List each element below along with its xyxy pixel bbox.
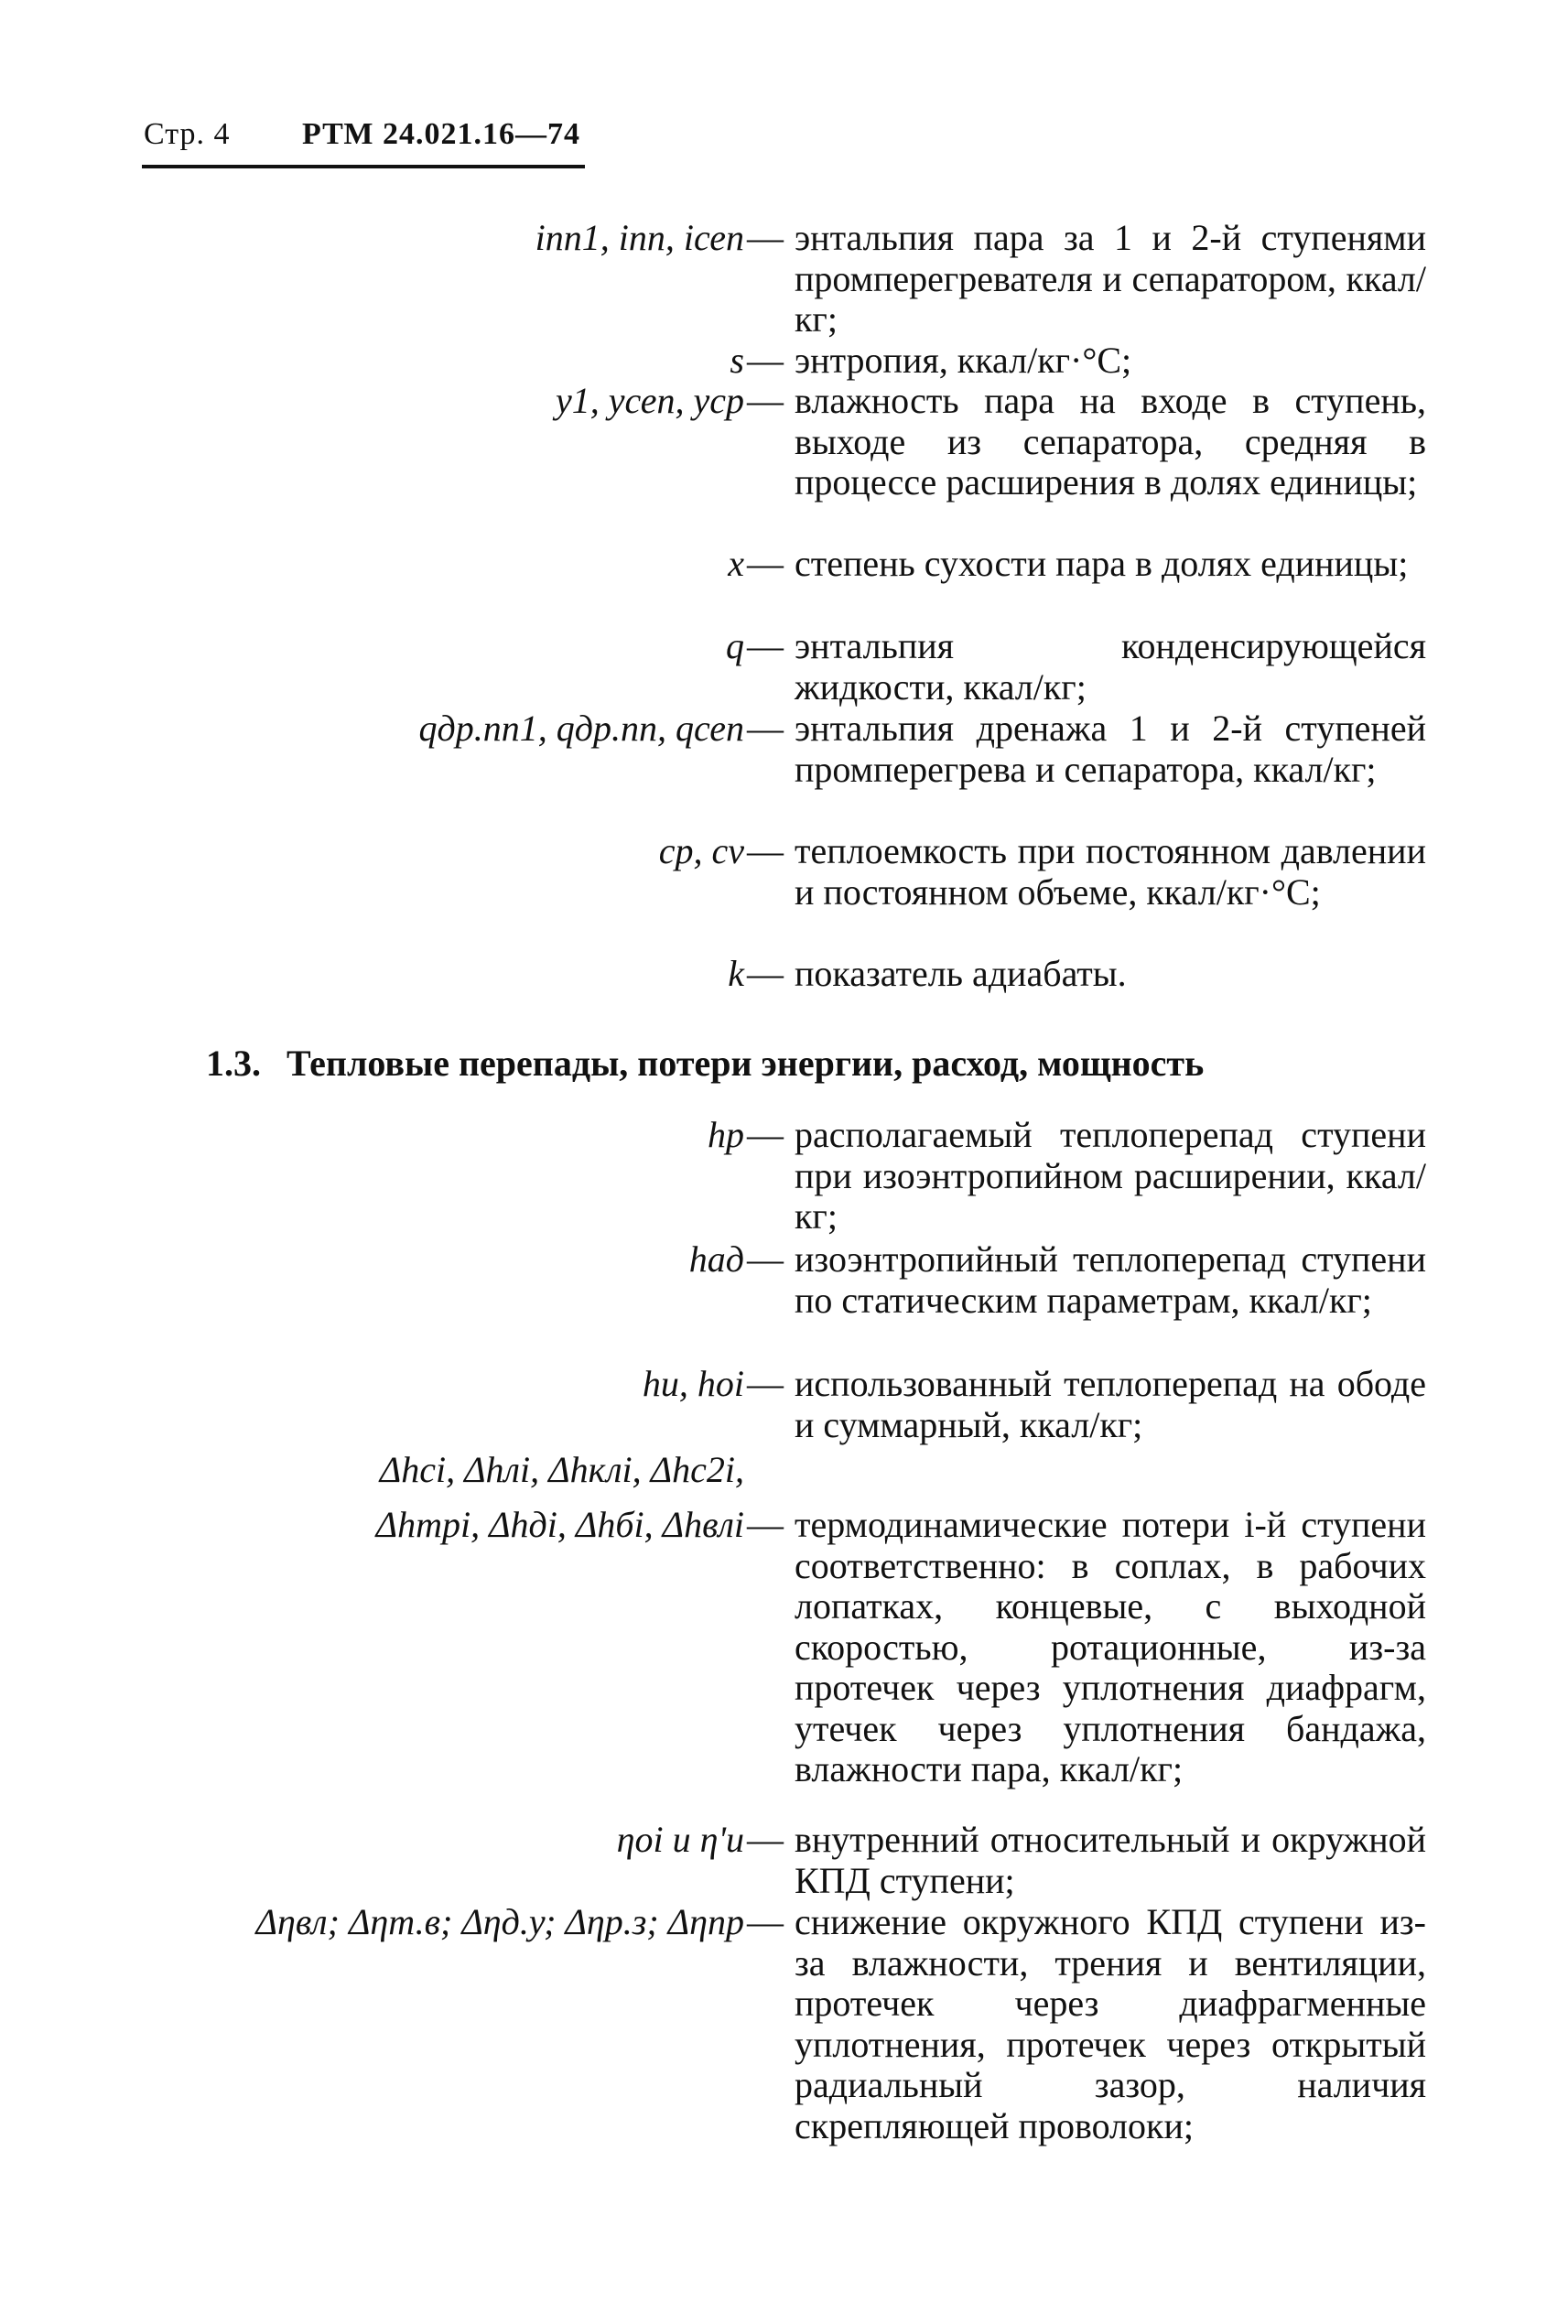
definition-dash: —	[747, 543, 784, 584]
definition-symbol: x	[728, 543, 744, 584]
definition-dash: —	[747, 340, 784, 381]
definition-text: влажность пара на входе в ступень, выходе из сепаратора, средняя в процессе расширения в долях единицы;	[795, 380, 1426, 503]
definition-text: термодинамические потери i-й ступени соответственно: в соплах, в рабочих лопатках, концевые, с выходной скоростью, ротационные, из-за протечек через уплотнения диафрагм, утечек через уплотнения бандажа, влажности пара, ккал/кг;	[795, 1504, 1426, 1789]
definition-symbol: hад	[688, 1238, 744, 1280]
definition-symbol: q	[726, 625, 744, 666]
definition-symbol: Δhci, Δhлi, Δhклi, Δhc2i,	[379, 1449, 744, 1490]
document-code: РТМ 24.021.16—74	[302, 117, 581, 151]
definition-symbol: y1, yсеп, yср	[556, 380, 744, 421]
definition-text: энтальпия пара за 1 и 2-й ступенями промперегревателя и сепаратором, ккал/кг;	[795, 217, 1426, 340]
definition-text: энтропия, ккал/кг·°С;	[795, 340, 1132, 381]
definition-text: степень сухости пара в долях единицы;	[795, 543, 1409, 584]
definition-dash: —	[747, 1114, 784, 1155]
definition-symbol: hu, hoi	[642, 1363, 744, 1404]
definition-text: изоэнтропийный теплоперепад ступени по статическим параметрам, ккал/кг;	[795, 1238, 1426, 1321]
definition-symbol: iпп1, iпп, iсеп	[535, 217, 744, 258]
definition-dash: —	[747, 1901, 784, 1942]
definition-symbol: qдр.пп1, qдр.пп, qсеп	[418, 708, 744, 749]
definition-text: энтальпия дренажа 1 и 2-й ступеней промперегрева и сепаратора, ккал/кг;	[795, 708, 1426, 790]
definition-symbol: k	[728, 953, 744, 994]
section-heading	[206, 1042, 1204, 1085]
definition-text: показатель адиабаты.	[795, 953, 1127, 994]
definition-dash: —	[747, 830, 784, 871]
definition-dash: —	[747, 953, 784, 994]
page-number: Стр. 4	[144, 117, 231, 151]
definition-symbol: cp, cv	[658, 830, 744, 871]
definition-dash: —	[747, 708, 784, 749]
definition-dash: —	[747, 380, 784, 421]
header-rule	[142, 165, 585, 168]
definition-symbol: ηoi и η'u	[616, 1819, 744, 1860]
definition-text: располагаемый теплоперепад ступени при изоэнтропийном расширении, ккал/кг;	[795, 1114, 1426, 1237]
definition-dash: —	[747, 1504, 784, 1545]
definition-symbol: Δhтрi, Δhдi, Δhбi, Δhвлi	[375, 1504, 744, 1545]
section-number: 1.3.	[206, 1043, 261, 1084]
definition-text: энтальпия конденсирующейся жидкости, ккал/кг;	[795, 625, 1426, 708]
definition-symbol: s	[730, 340, 744, 381]
definition-symbol: hр	[708, 1114, 744, 1155]
definition-dash: —	[747, 1819, 784, 1860]
definition-text: внутренний относительный и окружной КПД ступени;	[795, 1819, 1426, 1901]
page-header	[142, 117, 581, 172]
definition-dash: —	[747, 217, 784, 258]
definition-text: теплоемкость при постоянном давлении и постоянном объеме, ккал/кг·°С;	[795, 830, 1426, 913]
definition-dash: —	[747, 1238, 784, 1280]
section-title: Тепловые перепады, потери энергии, расход, мощность	[287, 1043, 1205, 1084]
definition-dash: —	[747, 1363, 784, 1404]
definition-dash: —	[747, 625, 784, 666]
definition-text: использованный теплоперепад на ободе и суммарный, ккал/кг;	[795, 1363, 1426, 1445]
definition-symbol: Δηвл; Δηт.в; Δηд.у; Δηр.з; Δηпр	[255, 1901, 744, 1942]
definition-text: снижение окружного КПД ступени из-за влажности, трения и вентиляции, протечек через диафрагменные уплотнения, протечек через открытый радиальный зазор, наличия скрепляющей проволоки;	[795, 1901, 1426, 2146]
